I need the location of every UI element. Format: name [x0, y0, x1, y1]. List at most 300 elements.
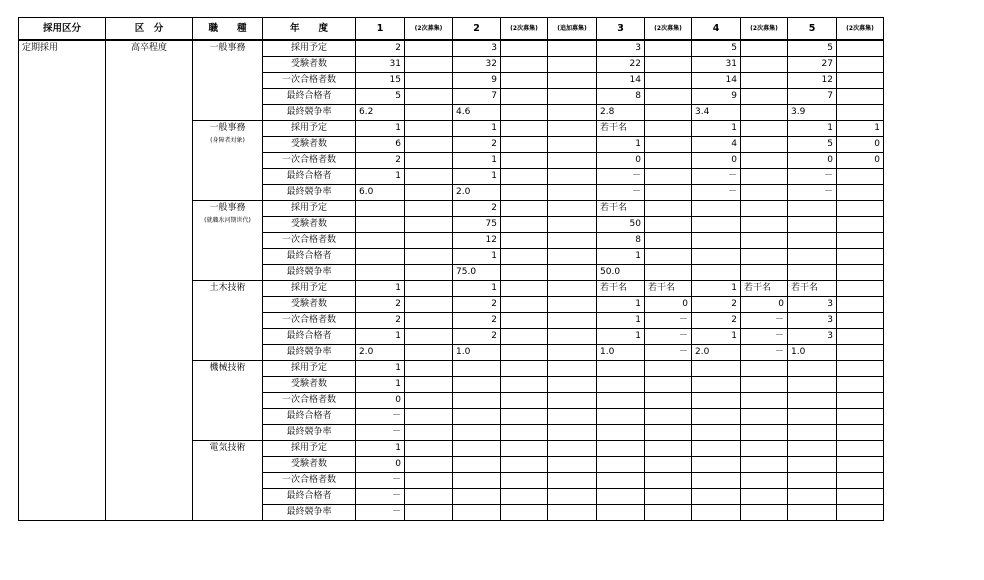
recruitment-table — [18, 17, 884, 521]
value-cell — [645, 264, 692, 280]
job-note: (就職氷河期世代) — [204, 216, 251, 224]
row-label: 最終競争率 — [263, 184, 356, 200]
value-cell — [645, 392, 692, 408]
value-cell — [501, 72, 548, 88]
row-label: 受験者数 — [263, 456, 356, 472]
value-cell — [837, 360, 884, 376]
value-cell — [741, 488, 788, 504]
value-cell: 1 — [453, 120, 501, 136]
value-cell: 5 — [788, 136, 837, 152]
value-cell — [692, 264, 741, 280]
job-label: 一般事務 — [209, 42, 246, 53]
value-cell: － — [788, 168, 837, 184]
value-cell — [453, 408, 501, 424]
value-cell — [405, 280, 453, 296]
value-cell: 8 — [597, 232, 645, 248]
value-cell: 3 — [788, 296, 837, 312]
value-cell: 0 — [692, 152, 741, 168]
value-cell — [501, 392, 548, 408]
value-cell — [501, 200, 548, 216]
value-cell: 3 — [453, 40, 501, 57]
value-cell: 2 — [356, 152, 405, 168]
value-cell — [501, 232, 548, 248]
row-label: 一次合格者数 — [263, 472, 356, 488]
value-cell: － — [741, 328, 788, 344]
value-cell — [548, 424, 597, 440]
value-cell: 1 — [692, 328, 741, 344]
value-cell — [837, 312, 884, 328]
value-cell: 0 — [597, 152, 645, 168]
value-cell: － — [356, 472, 405, 488]
value-cell — [645, 184, 692, 200]
header-cell: 1 — [356, 18, 405, 40]
row-label: 採用予定 — [263, 280, 356, 296]
value-cell — [837, 280, 884, 296]
value-cell — [788, 472, 837, 488]
value-cell — [405, 168, 453, 184]
value-cell — [645, 248, 692, 264]
value-cell — [548, 184, 597, 200]
value-cell — [453, 440, 501, 456]
value-cell — [548, 296, 597, 312]
value-cell — [741, 408, 788, 424]
job-cell — [193, 200, 263, 280]
value-cell: 1 — [356, 360, 405, 376]
value-cell — [837, 264, 884, 280]
value-cell — [645, 440, 692, 456]
value-cell: － — [597, 184, 645, 200]
value-cell: 5 — [788, 40, 837, 57]
value-cell — [741, 56, 788, 72]
value-cell — [501, 360, 548, 376]
value-cell — [645, 72, 692, 88]
value-cell — [548, 120, 597, 136]
value-cell — [453, 472, 501, 488]
value-cell: 1 — [453, 168, 501, 184]
value-cell — [645, 104, 692, 120]
header-cell: 5 — [788, 18, 837, 40]
value-cell — [501, 456, 548, 472]
job-cell — [193, 40, 263, 121]
value-cell: 75.0 — [453, 264, 501, 280]
value-cell — [597, 392, 645, 408]
value-cell — [741, 456, 788, 472]
value-cell — [405, 344, 453, 360]
header-cell: 2 — [453, 18, 501, 40]
value-cell — [548, 56, 597, 72]
value-cell: － — [788, 184, 837, 200]
value-cell — [356, 200, 405, 216]
row-label: 一次合格者数 — [263, 152, 356, 168]
value-cell — [501, 408, 548, 424]
value-cell: 2 — [356, 312, 405, 328]
value-cell — [837, 488, 884, 504]
value-cell — [548, 280, 597, 296]
value-cell — [548, 440, 597, 456]
value-cell — [645, 136, 692, 152]
value-cell — [692, 456, 741, 472]
value-cell — [837, 376, 884, 392]
value-cell — [645, 488, 692, 504]
value-cell: 6 — [356, 136, 405, 152]
value-cell — [548, 376, 597, 392]
value-cell — [548, 168, 597, 184]
value-cell — [788, 376, 837, 392]
value-cell — [548, 312, 597, 328]
value-cell — [692, 504, 741, 520]
row-label: 採用予定 — [263, 200, 356, 216]
header-cell: 4 — [692, 18, 741, 40]
value-cell — [405, 424, 453, 440]
value-cell — [548, 392, 597, 408]
value-cell — [597, 504, 645, 520]
value-cell — [453, 488, 501, 504]
value-cell: 6.2 — [356, 104, 405, 120]
value-cell — [405, 216, 453, 232]
header-cell: 区 分 — [106, 18, 193, 40]
value-cell — [356, 232, 405, 248]
value-cell — [837, 248, 884, 264]
row-label: 一次合格者数 — [263, 72, 356, 88]
value-cell — [501, 40, 548, 57]
value-cell: 1 — [597, 328, 645, 344]
value-cell — [741, 392, 788, 408]
value-cell — [837, 472, 884, 488]
row-label: 最終競争率 — [263, 264, 356, 280]
value-cell — [645, 216, 692, 232]
value-cell: 0 — [741, 296, 788, 312]
value-cell: 若干名 — [788, 280, 837, 296]
value-cell: － — [356, 504, 405, 520]
value-cell — [788, 200, 837, 216]
value-cell: 3 — [788, 312, 837, 328]
value-cell — [405, 456, 453, 472]
value-cell: 5 — [692, 40, 741, 57]
value-cell — [405, 120, 453, 136]
value-cell — [645, 360, 692, 376]
value-cell — [741, 184, 788, 200]
value-cell — [692, 360, 741, 376]
value-cell — [405, 504, 453, 520]
value-cell — [501, 264, 548, 280]
value-cell — [645, 504, 692, 520]
value-cell — [548, 232, 597, 248]
value-cell — [597, 376, 645, 392]
value-cell: 1 — [837, 120, 884, 136]
value-cell — [837, 232, 884, 248]
value-cell — [692, 232, 741, 248]
value-cell — [788, 264, 837, 280]
value-cell: 31 — [356, 56, 405, 72]
value-cell — [837, 456, 884, 472]
value-cell — [453, 376, 501, 392]
row-label: 一次合格者数 — [263, 232, 356, 248]
value-cell — [548, 408, 597, 424]
value-cell — [837, 88, 884, 104]
job-cell — [193, 120, 263, 200]
value-cell — [405, 56, 453, 72]
row-label: 最終競争率 — [263, 424, 356, 440]
job-label: 電気技術 — [209, 442, 246, 453]
value-cell — [405, 152, 453, 168]
value-cell — [645, 88, 692, 104]
value-cell — [837, 168, 884, 184]
value-cell: 若干名 — [597, 280, 645, 296]
value-cell: 3 — [597, 40, 645, 57]
value-cell — [405, 328, 453, 344]
value-cell — [645, 456, 692, 472]
value-cell — [692, 408, 741, 424]
value-cell — [692, 200, 741, 216]
value-cell — [692, 424, 741, 440]
value-cell — [548, 504, 597, 520]
table-body — [19, 40, 884, 521]
value-cell — [405, 200, 453, 216]
value-cell — [548, 360, 597, 376]
value-cell — [837, 424, 884, 440]
value-cell: 8 — [597, 88, 645, 104]
row-label: 採用予定 — [263, 40, 356, 57]
value-cell — [501, 424, 548, 440]
value-cell — [741, 120, 788, 136]
value-cell — [692, 392, 741, 408]
value-cell: 若干名 — [741, 280, 788, 296]
value-cell — [741, 136, 788, 152]
value-cell — [356, 216, 405, 232]
value-cell — [692, 376, 741, 392]
header-cell: (2次募集) — [837, 18, 884, 40]
header-cell: 3 — [597, 18, 645, 40]
value-cell — [837, 200, 884, 216]
value-cell — [741, 72, 788, 88]
value-cell: 9 — [692, 88, 741, 104]
value-cell: 2.0 — [453, 184, 501, 200]
value-cell — [692, 248, 741, 264]
value-cell — [788, 456, 837, 472]
value-cell — [501, 56, 548, 72]
value-cell — [405, 488, 453, 504]
value-cell: 0 — [837, 152, 884, 168]
value-cell — [548, 344, 597, 360]
value-cell — [597, 472, 645, 488]
value-cell: － — [692, 168, 741, 184]
value-cell: 27 — [788, 56, 837, 72]
value-cell — [837, 440, 884, 456]
row-label: 受験者数 — [263, 56, 356, 72]
value-cell — [788, 360, 837, 376]
value-cell: 2.8 — [597, 104, 645, 120]
value-cell: 1.0 — [788, 344, 837, 360]
value-cell: 3.4 — [692, 104, 741, 120]
value-cell — [405, 440, 453, 456]
value-cell — [741, 376, 788, 392]
job-cell — [193, 360, 263, 440]
value-cell — [837, 216, 884, 232]
row-label: 最終合格者 — [263, 408, 356, 424]
value-cell: － — [645, 312, 692, 328]
value-cell — [501, 152, 548, 168]
value-cell — [597, 440, 645, 456]
row-label: 受験者数 — [263, 376, 356, 392]
value-cell — [548, 136, 597, 152]
value-cell: 15 — [356, 72, 405, 88]
value-cell — [548, 264, 597, 280]
value-cell — [453, 360, 501, 376]
value-cell: 6.0 — [356, 184, 405, 200]
value-cell: 14 — [597, 72, 645, 88]
row-label: 最終競争率 — [263, 344, 356, 360]
row-label: 最終合格者 — [263, 248, 356, 264]
value-cell — [645, 472, 692, 488]
row-label: 最終合格者 — [263, 88, 356, 104]
value-cell — [548, 472, 597, 488]
value-cell — [548, 200, 597, 216]
job-note: (身障者対象) — [210, 136, 245, 144]
header-row — [19, 18, 884, 40]
value-cell — [453, 392, 501, 408]
value-cell — [405, 232, 453, 248]
value-cell — [548, 152, 597, 168]
value-cell — [645, 120, 692, 136]
category-cell: 定期採用 — [19, 40, 106, 521]
value-cell — [501, 248, 548, 264]
value-cell: 50 — [597, 216, 645, 232]
value-cell — [788, 440, 837, 456]
value-cell — [837, 504, 884, 520]
value-cell: 1 — [453, 248, 501, 264]
value-cell: 1 — [356, 376, 405, 392]
value-cell: 若干名 — [645, 280, 692, 296]
value-cell — [741, 264, 788, 280]
value-cell — [405, 392, 453, 408]
value-cell — [405, 136, 453, 152]
value-cell — [405, 88, 453, 104]
value-cell — [548, 72, 597, 88]
header-cell: 採用区分 — [19, 18, 106, 40]
row-label: 採用予定 — [263, 360, 356, 376]
value-cell: 1 — [597, 312, 645, 328]
value-cell — [741, 424, 788, 440]
value-cell — [597, 360, 645, 376]
value-cell: 9 — [453, 72, 501, 88]
value-cell: 1 — [356, 168, 405, 184]
value-cell: 2.0 — [692, 344, 741, 360]
row-label: 最終競争率 — [263, 104, 356, 120]
value-cell — [692, 440, 741, 456]
value-cell: 0 — [645, 296, 692, 312]
value-cell — [405, 72, 453, 88]
row-label: 受験者数 — [263, 216, 356, 232]
value-cell: 3 — [788, 328, 837, 344]
value-cell — [453, 504, 501, 520]
value-cell — [405, 40, 453, 57]
value-cell — [597, 456, 645, 472]
value-cell — [405, 472, 453, 488]
value-cell — [501, 376, 548, 392]
value-cell — [788, 392, 837, 408]
value-cell: 1.0 — [453, 344, 501, 360]
value-cell — [837, 56, 884, 72]
value-cell — [645, 408, 692, 424]
value-cell — [501, 280, 548, 296]
value-cell — [548, 104, 597, 120]
value-cell — [837, 328, 884, 344]
job-label: 一般事務 — [209, 202, 246, 213]
value-cell — [741, 152, 788, 168]
value-cell — [405, 376, 453, 392]
value-cell — [645, 40, 692, 57]
value-cell — [356, 264, 405, 280]
value-cell: － — [356, 408, 405, 424]
value-cell: 0 — [356, 392, 405, 408]
value-cell — [692, 472, 741, 488]
value-cell: 1 — [597, 136, 645, 152]
value-cell — [405, 184, 453, 200]
value-cell — [548, 248, 597, 264]
value-cell — [837, 392, 884, 408]
header-cell: 年 度 — [263, 18, 356, 40]
value-cell — [741, 440, 788, 456]
value-cell: 1.0 — [597, 344, 645, 360]
value-cell: － — [692, 184, 741, 200]
job-label: 土木技術 — [209, 282, 246, 293]
value-cell — [741, 200, 788, 216]
job-cell — [193, 440, 263, 520]
value-cell — [741, 360, 788, 376]
value-cell: 3.9 — [788, 104, 837, 120]
value-cell — [837, 104, 884, 120]
header-cell: (追加募集) — [548, 18, 597, 40]
value-cell — [837, 408, 884, 424]
value-cell — [501, 488, 548, 504]
value-cell: 1 — [692, 120, 741, 136]
value-cell — [788, 488, 837, 504]
header-cell: (2次募集) — [645, 18, 692, 40]
value-cell — [645, 376, 692, 392]
job-label: 機械技術 — [209, 362, 246, 373]
row-label: 最終競争率 — [263, 504, 356, 520]
value-cell: 1 — [356, 440, 405, 456]
value-cell — [645, 168, 692, 184]
value-cell — [597, 424, 645, 440]
value-cell — [692, 216, 741, 232]
value-cell — [692, 488, 741, 504]
value-cell — [453, 424, 501, 440]
value-cell — [741, 168, 788, 184]
value-cell: － — [741, 312, 788, 328]
header-cell: (2次募集) — [741, 18, 788, 40]
value-cell: 5 — [356, 88, 405, 104]
value-cell: － — [356, 424, 405, 440]
row-label: 最終合格者 — [263, 488, 356, 504]
value-cell — [645, 424, 692, 440]
value-cell — [501, 120, 548, 136]
value-cell: － — [597, 168, 645, 184]
value-cell: 4 — [692, 136, 741, 152]
value-cell — [501, 136, 548, 152]
value-cell — [741, 216, 788, 232]
value-cell: 2 — [356, 296, 405, 312]
value-cell: 2 — [356, 40, 405, 57]
row-label: 採用予定 — [263, 440, 356, 456]
value-cell — [405, 264, 453, 280]
value-cell — [501, 168, 548, 184]
value-cell — [501, 440, 548, 456]
value-cell: 22 — [597, 56, 645, 72]
value-cell: 2 — [453, 296, 501, 312]
header-cell: 職 種 — [193, 18, 263, 40]
value-cell — [788, 504, 837, 520]
